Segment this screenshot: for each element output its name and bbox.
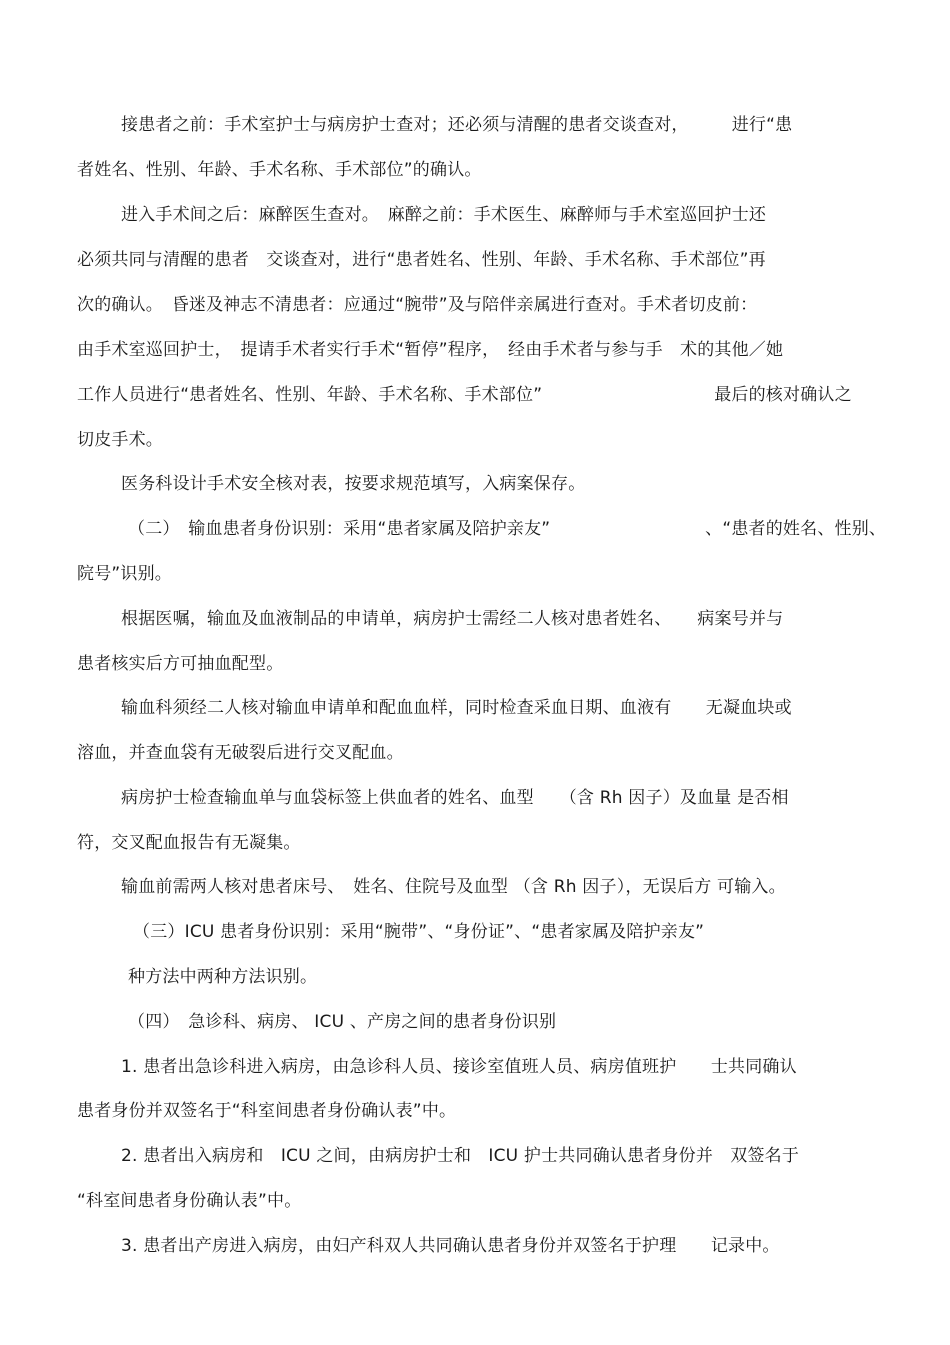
paragraph-line: 符，交叉配血报告有无凝集。	[77, 833, 301, 853]
paragraph-line: 者姓名、性别、年龄、手术名称、手术部位”的确认。	[77, 160, 482, 180]
section-heading-line: （二） 输血患者身份识别：采用“患者家属及陪护亲友” 、“患者的姓名、性别、	[128, 519, 887, 539]
list-item-line: 2. 患者出入病房和 ICU 之间，由病房护士和 ICU 护士共同确认患者身份并 双签名于	[121, 1146, 800, 1166]
list-item-line: 3. 患者出产房进入病房，由妇产科双人共同确认患者身份并双签名于护理 记录中。	[121, 1236, 780, 1256]
paragraph-line: 病房护士检查输血单与血袋标签上供血者的姓名、血型 （含 Rh 因子）及血量 是否相	[121, 788, 789, 808]
paragraph-line: “科室间患者身份确认表”中。	[77, 1191, 302, 1211]
section-heading-line: （四） 急诊科、病房、 ICU 、产房之间的患者身份识别	[128, 1012, 557, 1032]
paragraph-line: 医务科设计手术安全核对表，按要求规范填写，入病案保存。	[121, 474, 586, 494]
paragraph-line: 必须共同与清醒的患者 交谈查对，进行“患者姓名、性别、年龄、手术名称、手术部位”再	[77, 250, 766, 270]
list-item-line: 1. 患者出急诊科进入病房，由急诊科人员、接诊室值班人员、病房值班护 士共同确认	[121, 1057, 797, 1077]
paragraph-line: 溶血，并查血袋有无破裂后进行交叉配血。	[77, 743, 404, 763]
paragraph-line: 切皮手术。	[77, 430, 163, 450]
section-heading-line: （三）ICU 患者身份识别：采用“腕带”、“身份证”、“患者家属及陪护亲友”	[133, 922, 705, 942]
paragraph-line: 输血前需两人核对患者床号、 姓名、住院号及血型 （含 Rh 因子），无误后方 可输入。	[121, 877, 786, 897]
paragraph-line: 由手术室巡回护士， 提请手术者实行手术“暂停”程序， 经由手术者与参与手 术的其他／她	[77, 340, 784, 360]
paragraph-line: 种方法中两种方法识别。	[128, 967, 318, 987]
paragraph-line: 工作人员进行“患者姓名、性别、年龄、手术名称、手术部位” 最后的核对确认之	[77, 385, 852, 405]
paragraph-line: 接患者之前：手术室护士与病房护士查对；还必须与清醒的患者交谈查对， 进行“患	[121, 115, 793, 135]
paragraph-line: 进入手术间之后：麻醉医生查对。 麻醉之前：手术医生、麻醉师与手术室巡回护士还	[121, 205, 767, 225]
paragraph-line: 患者核实后方可抽血配型。	[77, 654, 284, 674]
paragraph-line: 根据医嘱，输血及血液制品的申请单，病房护士需经二人核对患者姓名、 病案号并与	[121, 609, 784, 629]
paragraph-line: 患者身份并双签名于“科室间患者身份确认表”中。	[77, 1101, 457, 1121]
paragraph-line: 院号”识别。	[77, 564, 173, 584]
paragraph-line: 输血科须经二人核对输血申请单和配血血样，同时检查采血日期、血液有 无凝血块或	[121, 698, 792, 718]
paragraph-line: 次的确认。 昏迷及神志不清患者：应通过“腕带”及与陪伴亲属进行查对。手术者切皮前：	[77, 295, 758, 315]
